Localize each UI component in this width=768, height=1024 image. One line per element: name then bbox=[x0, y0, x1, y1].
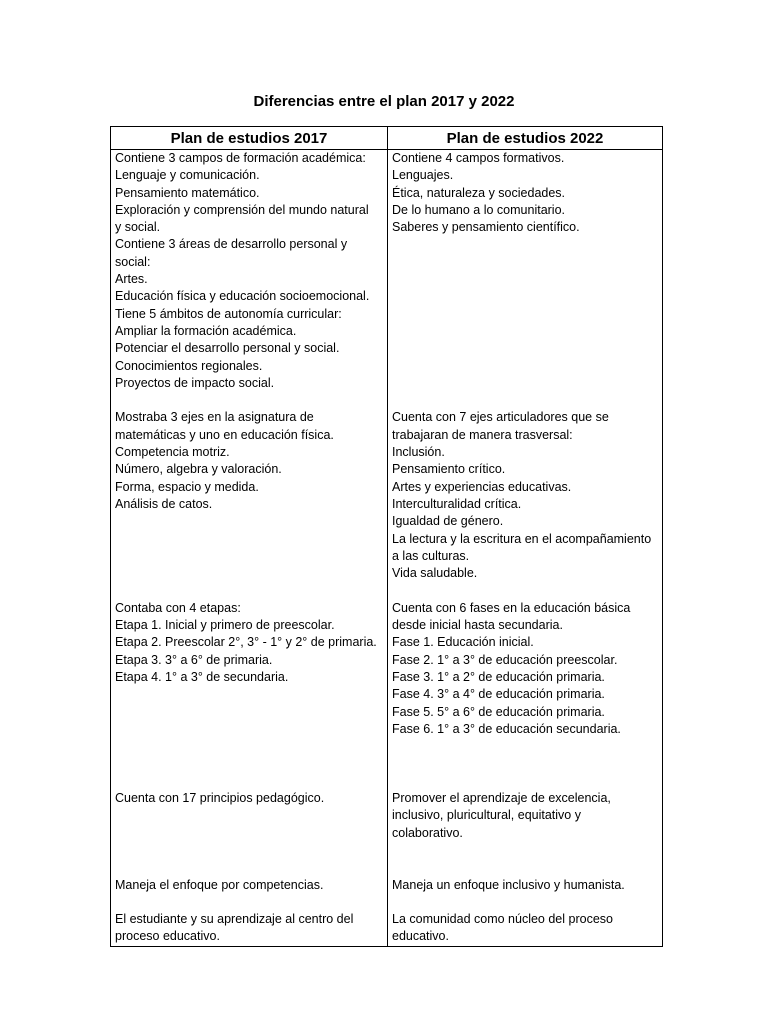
text-line: inclusivo, pluricultural, equitativo y bbox=[392, 808, 581, 823]
content-block bbox=[392, 911, 658, 946]
text-line: Educación física y educación socioemocional. bbox=[115, 289, 370, 304]
table-header-row bbox=[111, 127, 663, 150]
text-line: proceso educativo. bbox=[115, 929, 220, 944]
text-line: Cuenta con 6 fases en la educación básica bbox=[392, 600, 631, 615]
text-line: Contiene 4 campos formativos. bbox=[392, 151, 565, 165]
text-line: Número, algebra y valoración. bbox=[115, 462, 282, 477]
text-line: Lenguaje y comunicación. bbox=[115, 168, 260, 183]
text-line: Maneja el enfoque por competencias. bbox=[115, 877, 324, 892]
text-line: Fase 1. Educación inicial. bbox=[392, 635, 534, 650]
text-line: Potenciar el desarrollo personal y social. bbox=[115, 341, 340, 356]
text-line: Etapa 4. 1° a 3° de secundaria. bbox=[115, 669, 289, 684]
text-line: Lenguajes. bbox=[392, 168, 454, 183]
text-line: Exploración y comprensión del mundo natural bbox=[115, 202, 369, 217]
content-block bbox=[115, 911, 383, 946]
text-line: Fase 6. 1° a 3° de educación secundaria. bbox=[392, 721, 621, 736]
text-line: colaborativo. bbox=[392, 825, 463, 840]
content-block bbox=[392, 600, 658, 738]
column-plan-2017 bbox=[111, 150, 388, 947]
text-line: desde inicial hasta secundaria. bbox=[392, 618, 563, 633]
text-line: Contiene 3 áreas de desarrollo personal y bbox=[115, 237, 348, 252]
content-block bbox=[115, 150, 383, 392]
text-line: Fase 2. 1° a 3° de educación preescolar. bbox=[392, 652, 618, 667]
text-line: El estudiante y su aprendizaje al centro del bbox=[115, 912, 354, 927]
text-line: educativo. bbox=[392, 929, 449, 944]
table-body-row bbox=[111, 150, 663, 947]
content-block bbox=[115, 409, 383, 513]
text-line: Promover el aprendizaje de excelencia, bbox=[392, 791, 611, 806]
text-line: Mostraba 3 ejes en la asignatura de bbox=[115, 410, 314, 425]
text-line: Maneja un enfoque inclusivo y humanista. bbox=[392, 877, 625, 892]
text-line: y social. bbox=[115, 220, 161, 235]
content-block bbox=[392, 150, 658, 236]
content-block bbox=[392, 877, 658, 894]
text-line: La lectura y la escritura en el acompañamiento bbox=[392, 531, 652, 546]
text-line: Artes. bbox=[115, 272, 148, 287]
text-line: Competencia motriz. bbox=[115, 445, 230, 460]
text-line: Ética, naturaleza y sociedades. bbox=[392, 185, 566, 200]
text-line: Etapa 1. Inicial y primero de preescolar. bbox=[115, 618, 335, 633]
text-line: Fase 4. 3° a 4° de educación primaria. bbox=[392, 687, 605, 702]
column-plan-2022 bbox=[388, 150, 663, 947]
text-line: Artes y experiencias educativas. bbox=[392, 479, 572, 494]
text-line: Saberes y pensamiento científico. bbox=[392, 220, 580, 235]
text-line: Contaba con 4 etapas: bbox=[115, 600, 241, 615]
text-line: Análisis de catos. bbox=[115, 496, 213, 511]
text-line: La comunidad como núcleo del proceso bbox=[392, 912, 613, 927]
text-line: trabajaran de manera trasversal: bbox=[392, 427, 573, 442]
content-block bbox=[115, 600, 383, 686]
text-line: Ampliar la formación académica. bbox=[115, 323, 297, 338]
text-line: Vida saludable. bbox=[392, 566, 478, 581]
text-line: Tiene 5 ámbitos de autonomía curricular: bbox=[115, 306, 342, 321]
text-line: Proyectos de impacto social. bbox=[115, 375, 275, 390]
text-line: social: bbox=[115, 254, 151, 269]
text-line: Inclusión. bbox=[392, 445, 445, 460]
text-line: Etapa 3. 3° a 6° de primaria. bbox=[115, 652, 273, 667]
header-plan-2022: Plan de estudios 2022 bbox=[388, 127, 663, 150]
text-line: Etapa 2. Preescolar 2°, 3° - 1° y 2° de primaria. bbox=[115, 635, 377, 650]
text-line: Forma, espacio y medida. bbox=[115, 479, 259, 494]
text-line: matemáticas y uno en educación física. bbox=[115, 427, 334, 442]
text-line: Conocimientos regionales. bbox=[115, 358, 263, 373]
text-line: Contiene 3 campos de formación académica: bbox=[115, 151, 366, 165]
text-line: Pensamiento matemático. bbox=[115, 185, 260, 200]
document-title: Diferencias entre el plan 2017 y 2022 bbox=[253, 93, 515, 110]
text-line: Fase 3. 1° a 2° de educación primaria. bbox=[392, 669, 605, 684]
content-block bbox=[115, 877, 383, 894]
text-line: a las culturas. bbox=[392, 548, 470, 563]
header-plan-2017: Plan de estudios 2017 bbox=[111, 127, 388, 150]
text-line: Interculturalidad crítica. bbox=[392, 496, 522, 511]
text-line: Pensamiento crítico. bbox=[392, 462, 506, 477]
content-block bbox=[392, 409, 658, 582]
text-line: Cuenta con 7 ejes articuladores que se bbox=[392, 410, 609, 425]
content-block bbox=[115, 790, 383, 807]
text-line: Cuenta con 17 principios pedagógico. bbox=[115, 791, 325, 806]
text-line: Igualdad de género. bbox=[392, 514, 504, 529]
text-line: Fase 5. 5° a 6° de educación primaria. bbox=[392, 704, 605, 719]
content-block bbox=[392, 790, 658, 842]
comparison-table bbox=[110, 126, 663, 947]
text-line: De lo humano a lo comunitario. bbox=[392, 202, 566, 217]
